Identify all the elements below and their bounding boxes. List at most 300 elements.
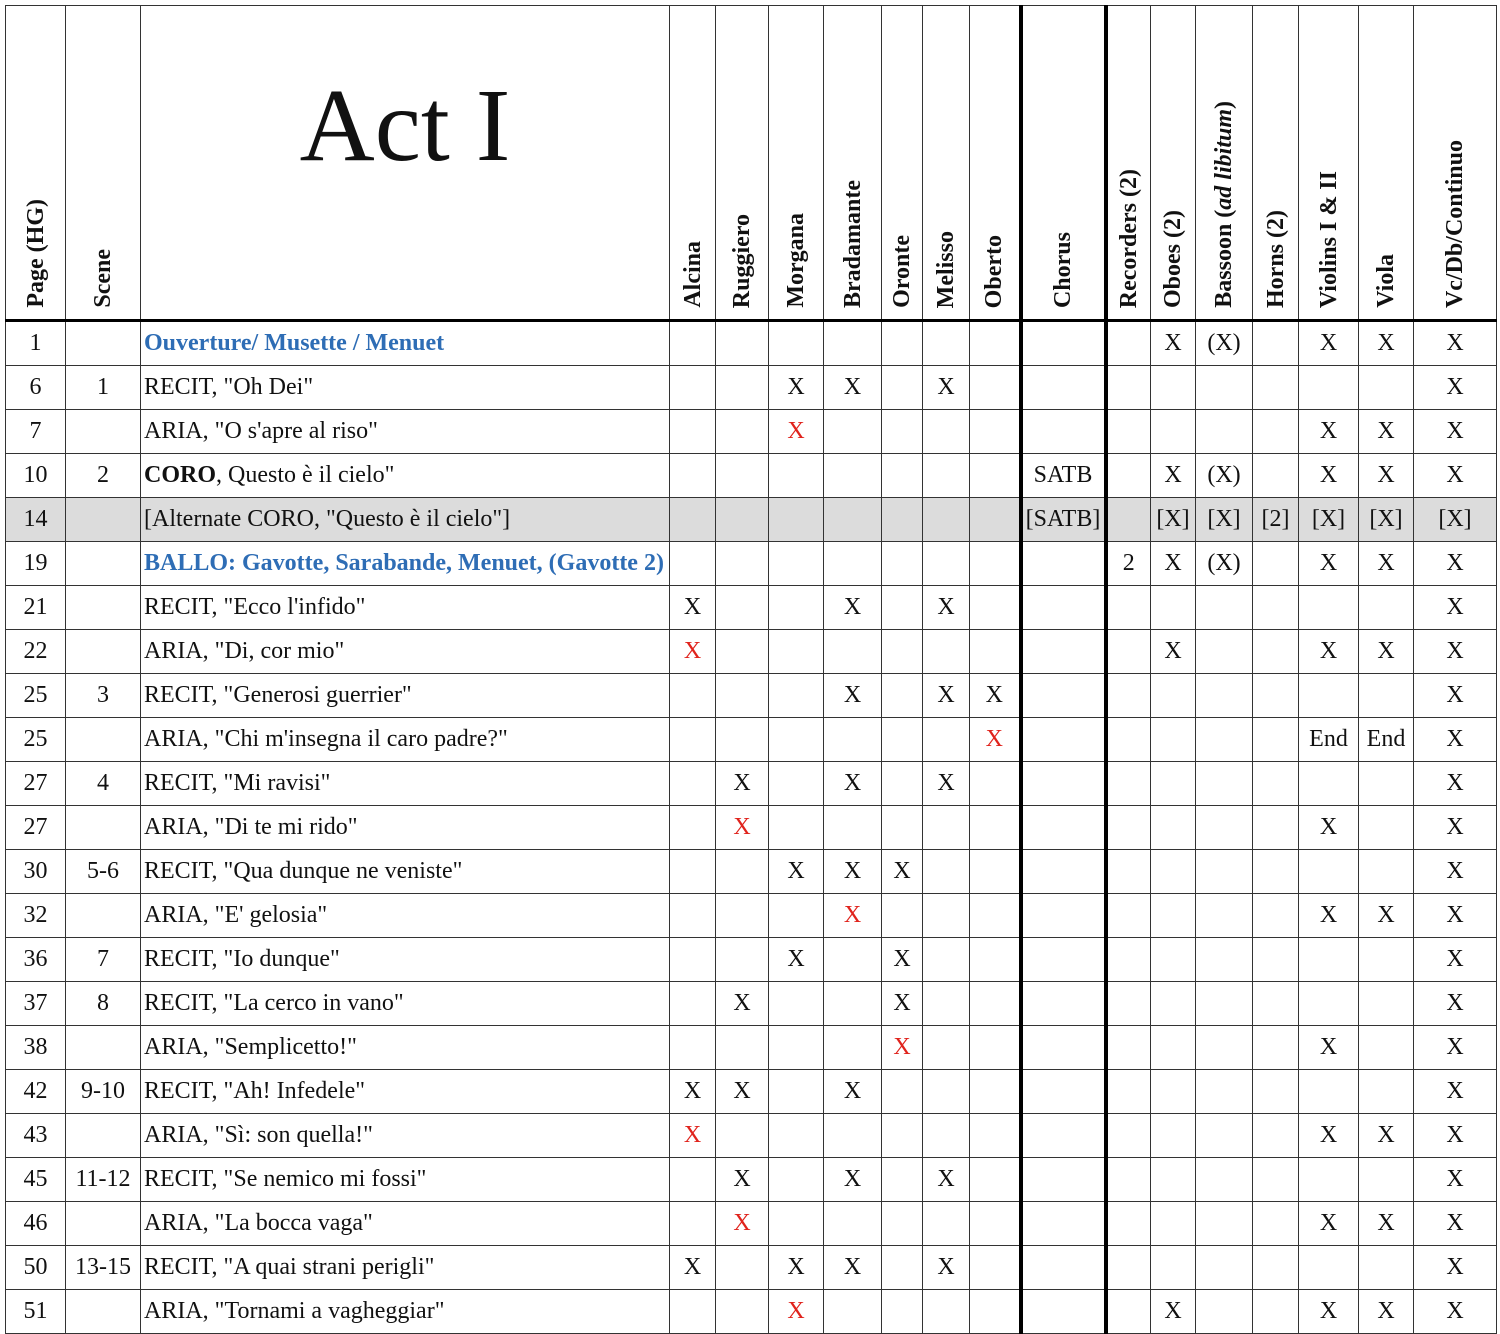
chorus-cell bbox=[1021, 1158, 1106, 1202]
chorus-cell bbox=[1021, 1246, 1106, 1290]
instr-cell-viola bbox=[1359, 674, 1414, 718]
role-cell-bradamante: X bbox=[824, 762, 882, 806]
role-cell-alcina bbox=[670, 630, 716, 674]
instr-cell-viola: X bbox=[1359, 410, 1414, 454]
role-cell-oberto bbox=[970, 410, 1021, 454]
instr-cell-viola: X bbox=[1359, 1290, 1414, 1334]
instr-cell-violins: X bbox=[1299, 1202, 1359, 1246]
scene-cell bbox=[66, 542, 141, 586]
instr-cell-oboes bbox=[1151, 938, 1196, 982]
instr-cell-continuo: X bbox=[1414, 674, 1497, 718]
instr-cell-recorders bbox=[1106, 1246, 1151, 1290]
chorus-cell bbox=[1021, 586, 1106, 630]
instr-cell-continuo: [X] bbox=[1414, 498, 1497, 542]
role-cell-ruggiero bbox=[716, 410, 769, 454]
role-cell-alcina bbox=[670, 850, 716, 894]
role-cell-alcina bbox=[670, 1202, 716, 1246]
instr-cell-continuo: X bbox=[1414, 894, 1497, 938]
scene-cell bbox=[66, 894, 141, 938]
role-cell-ruggiero: X bbox=[716, 1158, 769, 1202]
instr-cell-viola bbox=[1359, 1158, 1414, 1202]
work-cell: ARIA, "La bocca vaga" bbox=[141, 1202, 670, 1246]
scene-cell bbox=[66, 1114, 141, 1158]
instr-cell-recorders bbox=[1106, 498, 1151, 542]
role-cell-ruggiero bbox=[716, 630, 769, 674]
role-cell-oberto bbox=[970, 894, 1021, 938]
role-cell-bradamante bbox=[824, 1290, 882, 1334]
instr-cell-continuo: X bbox=[1414, 366, 1497, 410]
chorus-cell bbox=[1021, 1290, 1106, 1334]
role-cell-oronte bbox=[882, 1026, 923, 1070]
instr-cell-violins: X bbox=[1299, 630, 1359, 674]
instr-cell-horns bbox=[1253, 1070, 1299, 1114]
role-cell-melisso bbox=[923, 938, 970, 982]
role-cell-morgana bbox=[769, 1202, 824, 1246]
instr-cell-recorders bbox=[1106, 630, 1151, 674]
instr-cell-recorders bbox=[1106, 1026, 1151, 1070]
page-cell: 51 bbox=[6, 1290, 66, 1334]
instr-cell-horns bbox=[1253, 366, 1299, 410]
instr-cell-continuo: X bbox=[1414, 1114, 1497, 1158]
instr-cell-recorders bbox=[1106, 1202, 1151, 1246]
chorus-cell: [SATB] bbox=[1021, 498, 1106, 542]
instr-cell-recorders bbox=[1106, 850, 1151, 894]
role-cell-oronte bbox=[882, 586, 923, 630]
instr-cell-viola: X bbox=[1359, 542, 1414, 586]
role-cell-ruggiero bbox=[716, 321, 769, 366]
role-cell-alcina bbox=[670, 498, 716, 542]
role-cell-bradamante: X bbox=[824, 366, 882, 410]
instr-cell-horns bbox=[1253, 674, 1299, 718]
role-cell-ruggiero bbox=[716, 1026, 769, 1070]
page-cell: 45 bbox=[6, 1158, 66, 1202]
instr-cell-oboes bbox=[1151, 410, 1196, 454]
chorus-cell bbox=[1021, 542, 1106, 586]
role-cell-morgana bbox=[769, 410, 824, 454]
instr-cell-continuo: X bbox=[1414, 982, 1497, 1026]
instr-cell-recorders bbox=[1106, 1070, 1151, 1114]
role-cell-oronte bbox=[882, 542, 923, 586]
page-cell: 38 bbox=[6, 1026, 66, 1070]
instr-cell-bassoon bbox=[1196, 1158, 1253, 1202]
table-row bbox=[6, 1026, 1497, 1070]
red-mark: X bbox=[893, 1034, 911, 1060]
instr-cell-bassoon bbox=[1196, 1026, 1253, 1070]
role-cell-bradamante bbox=[824, 410, 882, 454]
role-cell-ruggiero bbox=[716, 366, 769, 410]
instr-cell-recorders bbox=[1106, 938, 1151, 982]
role-cell-bradamante bbox=[824, 1114, 882, 1158]
role-cell-morgana: X bbox=[769, 366, 824, 410]
table-row bbox=[6, 1158, 1497, 1202]
header-role-oronte: Oronte bbox=[882, 6, 923, 321]
role-cell-ruggiero bbox=[716, 498, 769, 542]
role-cell-oronte bbox=[882, 454, 923, 498]
red-mark: X bbox=[787, 418, 805, 444]
role-cell-oronte bbox=[882, 1070, 923, 1114]
page-cell: 14 bbox=[6, 498, 66, 542]
header-recorders: Recorders (2) bbox=[1106, 6, 1151, 321]
page-cell: 6 bbox=[6, 366, 66, 410]
instr-cell-viola bbox=[1359, 938, 1414, 982]
instr-cell-continuo: X bbox=[1414, 938, 1497, 982]
work-cell: ARIA, "Di te mi rido" bbox=[141, 806, 670, 850]
instr-cell-violins bbox=[1299, 850, 1359, 894]
role-cell-oberto bbox=[970, 1290, 1021, 1334]
role-cell-bradamante: X bbox=[824, 850, 882, 894]
work-bold: CORO bbox=[144, 462, 216, 488]
work-cell: [Alternate CORO, "Questo è il cielo"] bbox=[141, 498, 670, 542]
red-mark: X bbox=[733, 814, 751, 840]
role-cell-alcina bbox=[670, 718, 716, 762]
table-row bbox=[6, 410, 1497, 454]
table-row bbox=[6, 894, 1497, 938]
instr-cell-bassoon bbox=[1196, 718, 1253, 762]
red-mark: X bbox=[683, 638, 702, 664]
header-role-morgana: Morgana bbox=[769, 6, 824, 321]
role-cell-oronte bbox=[882, 762, 923, 806]
instr-cell-oboes bbox=[1151, 1070, 1196, 1114]
instr-cell-violins: X bbox=[1299, 1026, 1359, 1070]
work-cell: ARIA, "Semplicetto!" bbox=[141, 1026, 670, 1070]
instr-cell-violins: X bbox=[1299, 542, 1359, 586]
instr-cell-oboes: X bbox=[1151, 1290, 1196, 1334]
page-cell: 36 bbox=[6, 938, 66, 982]
red-mark: X bbox=[683, 1122, 702, 1148]
instr-cell-viola: X bbox=[1359, 630, 1414, 674]
role-cell-ruggiero bbox=[716, 454, 769, 498]
role-cell-morgana bbox=[769, 762, 824, 806]
page-cell: 46 bbox=[6, 1202, 66, 1246]
role-cell-morgana bbox=[769, 1070, 824, 1114]
page-cell: 27 bbox=[6, 762, 66, 806]
role-cell-bradamante bbox=[824, 938, 882, 982]
scene-cell: 8 bbox=[66, 982, 141, 1026]
scene-cell: 11-12 bbox=[66, 1158, 141, 1202]
instr-cell-bassoon bbox=[1196, 894, 1253, 938]
instr-cell-horns bbox=[1253, 1246, 1299, 1290]
instr-cell-recorders bbox=[1106, 982, 1151, 1026]
instr-cell-horns bbox=[1253, 586, 1299, 630]
role-cell-bradamante: X bbox=[824, 1246, 882, 1290]
role-cell-ruggiero: X bbox=[716, 982, 769, 1026]
page-cell: 22 bbox=[6, 630, 66, 674]
work-cell: ARIA, "E' gelosia" bbox=[141, 894, 670, 938]
role-cell-melisso bbox=[923, 982, 970, 1026]
table-row bbox=[6, 366, 1497, 410]
instr-cell-violins: X bbox=[1299, 321, 1359, 366]
instr-cell-recorders bbox=[1106, 762, 1151, 806]
instr-cell-continuo: X bbox=[1414, 1290, 1497, 1334]
role-cell-morgana bbox=[769, 982, 824, 1026]
role-cell-oberto bbox=[970, 982, 1021, 1026]
instr-cell-continuo: X bbox=[1414, 718, 1497, 762]
role-cell-alcina bbox=[670, 410, 716, 454]
scene-cell bbox=[66, 806, 141, 850]
role-cell-bradamante bbox=[824, 894, 882, 938]
header-oboes: Oboes (2) bbox=[1151, 6, 1196, 321]
role-cell-oberto bbox=[970, 498, 1021, 542]
work-cell: RECIT, "Generosi guerrier" bbox=[141, 674, 670, 718]
role-cell-melisso: X bbox=[923, 586, 970, 630]
work-cell: RECIT, "Mi ravisi" bbox=[141, 762, 670, 806]
instr-cell-oboes bbox=[1151, 982, 1196, 1026]
chorus-cell bbox=[1021, 982, 1106, 1026]
instr-cell-bassoon bbox=[1196, 982, 1253, 1026]
role-cell-bradamante bbox=[824, 454, 882, 498]
work-cell: ARIA, "Tornami a vagheggiar" bbox=[141, 1290, 670, 1334]
scene-cell bbox=[66, 718, 141, 762]
role-cell-melisso bbox=[923, 894, 970, 938]
instr-cell-bassoon bbox=[1196, 586, 1253, 630]
role-cell-oronte bbox=[882, 718, 923, 762]
role-cell-oberto bbox=[970, 630, 1021, 674]
table-row bbox=[6, 850, 1497, 894]
role-cell-morgana bbox=[769, 718, 824, 762]
instr-cell-oboes bbox=[1151, 1026, 1196, 1070]
instr-cell-recorders bbox=[1106, 806, 1151, 850]
instr-cell-continuo: X bbox=[1414, 410, 1497, 454]
role-cell-melisso bbox=[923, 1026, 970, 1070]
table-body bbox=[6, 321, 1497, 1334]
instr-cell-viola: End bbox=[1359, 718, 1414, 762]
header-violins: Violins I & II bbox=[1299, 6, 1359, 321]
scene-cell bbox=[66, 630, 141, 674]
instr-cell-horns bbox=[1253, 321, 1299, 366]
instr-cell-horns bbox=[1253, 410, 1299, 454]
header-scene: Scene bbox=[66, 6, 141, 321]
role-cell-morgana bbox=[769, 498, 824, 542]
instr-cell-oboes bbox=[1151, 718, 1196, 762]
instr-cell-recorders bbox=[1106, 1158, 1151, 1202]
instr-cell-bassoon: (X) bbox=[1196, 454, 1253, 498]
instr-cell-bassoon bbox=[1196, 630, 1253, 674]
instr-cell-violins bbox=[1299, 366, 1359, 410]
role-cell-bradamante: X bbox=[824, 586, 882, 630]
instr-cell-recorders bbox=[1106, 718, 1151, 762]
role-cell-bradamante bbox=[824, 982, 882, 1026]
role-cell-bradamante bbox=[824, 630, 882, 674]
instr-cell-viola bbox=[1359, 1246, 1414, 1290]
page-cell: 32 bbox=[6, 894, 66, 938]
chorus-cell bbox=[1021, 630, 1106, 674]
instr-cell-violins bbox=[1299, 674, 1359, 718]
instr-cell-viola bbox=[1359, 850, 1414, 894]
role-cell-alcina bbox=[670, 1114, 716, 1158]
role-cell-oronte bbox=[882, 1246, 923, 1290]
chorus-cell bbox=[1021, 718, 1106, 762]
instr-cell-violins bbox=[1299, 1070, 1359, 1114]
role-cell-melisso bbox=[923, 410, 970, 454]
role-cell-alcina bbox=[670, 762, 716, 806]
work-cell: CORO, Questo è il cielo" bbox=[141, 454, 670, 498]
table-row bbox=[6, 586, 1497, 630]
instr-cell-oboes bbox=[1151, 1158, 1196, 1202]
instr-cell-bassoon bbox=[1196, 410, 1253, 454]
scene-cell: 4 bbox=[66, 762, 141, 806]
chorus-cell bbox=[1021, 321, 1106, 366]
instr-cell-bassoon bbox=[1196, 366, 1253, 410]
role-cell-oronte bbox=[882, 1202, 923, 1246]
role-cell-bradamante: X bbox=[824, 1070, 882, 1114]
scene-cell: 5-6 bbox=[66, 850, 141, 894]
instr-cell-viola bbox=[1359, 586, 1414, 630]
instr-cell-oboes bbox=[1151, 894, 1196, 938]
instr-cell-violins bbox=[1299, 938, 1359, 982]
scene-cell: 2 bbox=[66, 454, 141, 498]
instr-cell-viola: X bbox=[1359, 321, 1414, 366]
role-cell-bradamante bbox=[824, 498, 882, 542]
page-cell: 19 bbox=[6, 542, 66, 586]
instr-cell-horns bbox=[1253, 542, 1299, 586]
role-cell-oronte bbox=[882, 1158, 923, 1202]
instr-cell-violins: X bbox=[1299, 1114, 1359, 1158]
role-cell-oberto bbox=[970, 586, 1021, 630]
role-cell-alcina bbox=[670, 321, 716, 366]
instr-cell-recorders bbox=[1106, 586, 1151, 630]
work-cell: BALLO: Gavotte, Sarabande, Menuet, (Gavotte 2) bbox=[141, 542, 670, 586]
table-row bbox=[6, 674, 1497, 718]
header-role-ruggiero: Ruggiero bbox=[716, 6, 769, 321]
role-cell-bradamante bbox=[824, 321, 882, 366]
instr-cell-bassoon bbox=[1196, 674, 1253, 718]
instr-cell-bassoon bbox=[1196, 806, 1253, 850]
role-cell-morgana: X bbox=[769, 938, 824, 982]
role-cell-morgana bbox=[769, 321, 824, 366]
instr-cell-bassoon bbox=[1196, 1202, 1253, 1246]
role-cell-morgana bbox=[769, 454, 824, 498]
instr-cell-continuo: X bbox=[1414, 321, 1497, 366]
header-role-melisso: Melisso bbox=[923, 6, 970, 321]
instr-cell-viola bbox=[1359, 1026, 1414, 1070]
page-cell: 42 bbox=[6, 1070, 66, 1114]
instr-cell-oboes: X bbox=[1151, 321, 1196, 366]
table-row bbox=[6, 718, 1497, 762]
table-row bbox=[6, 1202, 1497, 1246]
instr-cell-horns bbox=[1253, 454, 1299, 498]
role-cell-melisso bbox=[923, 321, 970, 366]
instr-cell-horns bbox=[1253, 762, 1299, 806]
role-cell-oronte bbox=[882, 674, 923, 718]
work-cell: ARIA, "Chi m'insegna il caro padre?" bbox=[141, 718, 670, 762]
role-cell-alcina: X bbox=[670, 586, 716, 630]
page-cell: 21 bbox=[6, 586, 66, 630]
instr-cell-horns bbox=[1253, 1026, 1299, 1070]
role-cell-bradamante bbox=[824, 1026, 882, 1070]
role-cell-alcina bbox=[670, 894, 716, 938]
role-cell-ruggiero bbox=[716, 1246, 769, 1290]
page-cell: 25 bbox=[6, 674, 66, 718]
instr-cell-continuo: X bbox=[1414, 1246, 1497, 1290]
instr-cell-violins: X bbox=[1299, 454, 1359, 498]
instr-cell-recorders bbox=[1106, 321, 1151, 366]
role-cell-oberto bbox=[970, 762, 1021, 806]
instr-cell-continuo: X bbox=[1414, 850, 1497, 894]
table-row bbox=[6, 630, 1497, 674]
role-cell-oronte bbox=[882, 1114, 923, 1158]
instr-cell-bassoon: [X] bbox=[1196, 498, 1253, 542]
instr-cell-continuo: X bbox=[1414, 762, 1497, 806]
instr-cell-horns bbox=[1253, 1290, 1299, 1334]
table-row bbox=[6, 1114, 1497, 1158]
instr-cell-recorders bbox=[1106, 454, 1151, 498]
instr-cell-horns bbox=[1253, 718, 1299, 762]
instr-cell-continuo: X bbox=[1414, 454, 1497, 498]
instr-cell-horns: [2] bbox=[1253, 498, 1299, 542]
role-cell-oberto bbox=[970, 366, 1021, 410]
page-cell: 43 bbox=[6, 1114, 66, 1158]
chorus-cell bbox=[1021, 410, 1106, 454]
scene-cell bbox=[66, 1290, 141, 1334]
red-mark: X bbox=[787, 1298, 805, 1324]
instr-cell-oboes: X bbox=[1151, 630, 1196, 674]
role-cell-bradamante bbox=[824, 718, 882, 762]
header-viola: Viola bbox=[1359, 6, 1414, 321]
instr-cell-bassoon bbox=[1196, 1114, 1253, 1158]
orchestration-table bbox=[5, 5, 1497, 1334]
role-cell-bradamante bbox=[824, 1202, 882, 1246]
instr-cell-oboes: X bbox=[1151, 542, 1196, 586]
role-cell-morgana bbox=[769, 1158, 824, 1202]
work-cell: Ouverture/ Musette / Menuet bbox=[141, 321, 670, 366]
role-cell-ruggiero bbox=[716, 586, 769, 630]
instr-cell-horns bbox=[1253, 1158, 1299, 1202]
scene-cell bbox=[66, 410, 141, 454]
role-cell-ruggiero bbox=[716, 850, 769, 894]
table-row bbox=[6, 1070, 1497, 1114]
instr-cell-bassoon bbox=[1196, 850, 1253, 894]
role-cell-oronte bbox=[882, 630, 923, 674]
header-role-bradamante: Bradamante bbox=[824, 6, 882, 321]
role-cell-melisso bbox=[923, 498, 970, 542]
header-page: Page (HG) bbox=[6, 6, 66, 321]
role-cell-alcina bbox=[670, 1026, 716, 1070]
role-cell-melisso bbox=[923, 1070, 970, 1114]
instr-cell-oboes bbox=[1151, 674, 1196, 718]
table-row bbox=[6, 938, 1497, 982]
role-cell-melisso bbox=[923, 542, 970, 586]
header-role-alcina: Alcina bbox=[670, 6, 716, 321]
role-cell-bradamante: X bbox=[824, 674, 882, 718]
work-cell: RECIT, "Ecco l'infido" bbox=[141, 586, 670, 630]
instr-cell-bassoon: (X) bbox=[1196, 321, 1253, 366]
role-cell-alcina bbox=[670, 674, 716, 718]
role-cell-morgana bbox=[769, 674, 824, 718]
role-cell-alcina bbox=[670, 454, 716, 498]
instr-cell-continuo: X bbox=[1414, 1026, 1497, 1070]
role-cell-oberto bbox=[970, 1158, 1021, 1202]
work-cell: ARIA, "Di, cor mio" bbox=[141, 630, 670, 674]
role-cell-alcina bbox=[670, 982, 716, 1026]
role-cell-melisso: X bbox=[923, 366, 970, 410]
role-cell-oberto bbox=[970, 542, 1021, 586]
role-cell-morgana bbox=[769, 1026, 824, 1070]
instr-cell-oboes: [X] bbox=[1151, 498, 1196, 542]
instr-cell-violins: X bbox=[1299, 894, 1359, 938]
page-cell: 10 bbox=[6, 454, 66, 498]
role-cell-ruggiero bbox=[716, 938, 769, 982]
role-cell-morgana bbox=[769, 806, 824, 850]
role-cell-oberto bbox=[970, 1070, 1021, 1114]
instr-cell-bassoon bbox=[1196, 1290, 1253, 1334]
role-cell-oberto bbox=[970, 718, 1021, 762]
role-cell-oberto: X bbox=[970, 674, 1021, 718]
page-cell: 37 bbox=[6, 982, 66, 1026]
role-cell-melisso bbox=[923, 454, 970, 498]
work-cell: ARIA, "O s'apre al riso" bbox=[141, 410, 670, 454]
work-cell: RECIT, "Io dunque" bbox=[141, 938, 670, 982]
scene-cell bbox=[66, 498, 141, 542]
